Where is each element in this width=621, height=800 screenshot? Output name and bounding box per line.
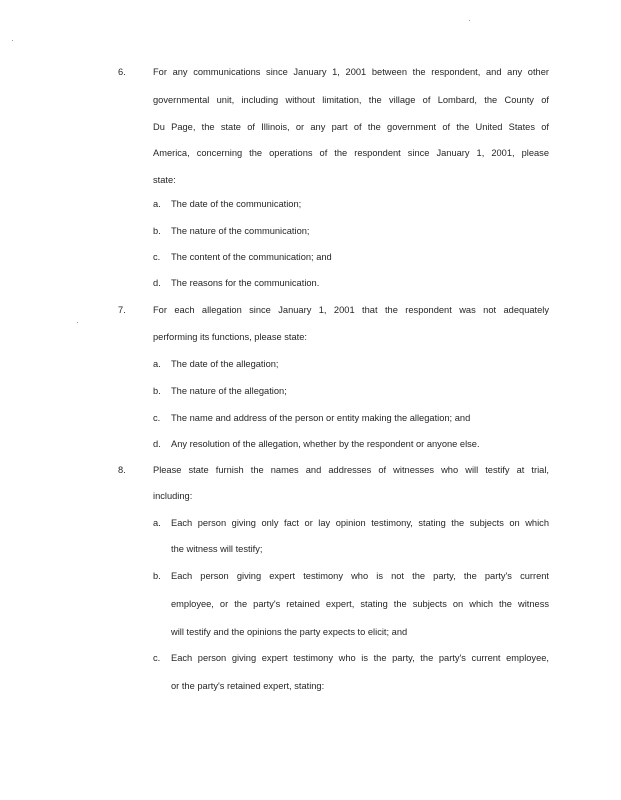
subitem-text: The date of the communication; — [171, 199, 302, 209]
subitem-letter: d. — [153, 278, 161, 288]
subitem-text: Each person giving expert testimony who is not the party, the party's current — [171, 571, 549, 581]
subitem-text: employee, or the party's retained expert, stating the subjects on which the witness — [171, 599, 549, 609]
subitem-letter: a. — [153, 518, 161, 528]
item-text-line: For each allegation since January 1, 2001 that the respondent was not adequately — [153, 305, 549, 315]
item-text-line: including: — [153, 491, 193, 501]
subitem-text: Each person giving expert testimony who is the party, the party's current employee, — [171, 653, 549, 663]
item-text-line: Please state furnish the names and addresses of witnesses who will testify at trial, — [153, 465, 549, 475]
item-number: 8. — [118, 465, 126, 475]
scan-speck — [77, 322, 78, 323]
subitem-text: The name and address of the person or entity making the allegation; and — [171, 413, 471, 423]
subitem-letter: b. — [153, 226, 161, 236]
item-text-line: performing its functions, please state: — [153, 332, 307, 342]
subitem-text: The content of the communication; and — [171, 252, 332, 262]
subitem-letter: a. — [153, 199, 161, 209]
item-text-line: state: — [153, 175, 176, 185]
subitem-text: The nature of the allegation; — [171, 386, 287, 396]
subitem-text: The date of the allegation; — [171, 359, 279, 369]
item-text-line: governmental unit, including without limitation, the village of Lombard, the County of — [153, 95, 549, 105]
subitem-letter: b. — [153, 386, 161, 396]
subitem-text: will testify and the opinions the party expects to elicit; and — [171, 627, 408, 637]
item-number: 6. — [118, 67, 126, 77]
subitem-text: The nature of the communication; — [171, 226, 310, 236]
scan-speck — [12, 40, 13, 41]
subitem-text: the witness will testify; — [171, 544, 263, 554]
subitem-text: or the party's retained expert, stating: — [171, 681, 325, 691]
scan-speck — [469, 20, 470, 21]
item-text-line: America, concerning the operations of the respondent since January 1, 2001, please — [153, 148, 549, 158]
subitem-text: Each person giving only fact or lay opinion testimony, stating the subjects on which — [171, 518, 549, 528]
subitem-letter: a. — [153, 359, 161, 369]
subitem-letter: c. — [153, 653, 161, 663]
item-text-line: Du Page, the state of Illinois, or any part of the government of the United States of — [153, 122, 549, 132]
item-text-line: For any communications since January 1, 2001 between the respondent, and any other — [153, 67, 549, 77]
subitem-letter: c. — [153, 413, 161, 423]
subitem-letter: b. — [153, 571, 161, 581]
subitem-text: Any resolution of the allegation, whether by the respondent or anyone else. — [171, 439, 480, 449]
subitem-letter: c. — [153, 252, 161, 262]
item-number: 7. — [118, 305, 126, 315]
subitem-text: The reasons for the communication. — [171, 278, 320, 288]
subitem-letter: d. — [153, 439, 161, 449]
